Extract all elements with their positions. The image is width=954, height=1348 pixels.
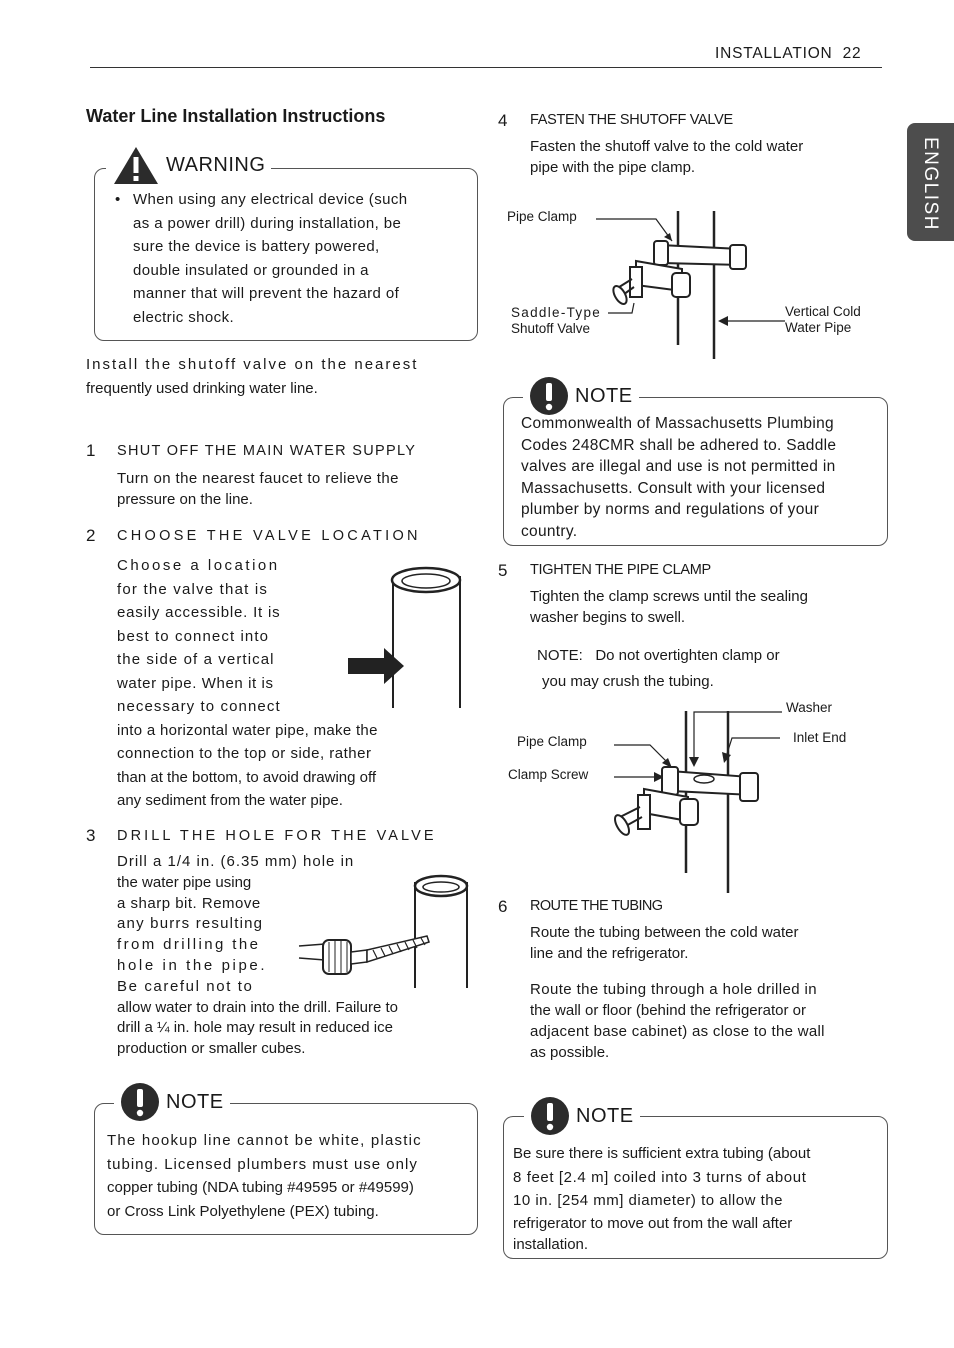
intro-text: Install the shutoff valve on the nearest frequently used drinking water line. [86,356,419,397]
fig5-inlet-end-label: Inlet End [793,730,847,745]
step-1-text: Turn on the nearest faucet to relieve the pressure on the line. [117,470,399,508]
header-rule [90,67,882,68]
step-2-number: 2 [86,526,96,545]
exclamation-icon [120,1082,160,1122]
note-massachusetts-label: NOTE [575,384,633,407]
page-number: 22 [842,45,862,62]
note-tubing-header [524,1096,640,1136]
fig5-pipe-clamp-label: Pipe Clamp [517,734,587,749]
note-tubing-label: NOTE [576,1104,634,1127]
section-name: INSTALLATION [715,45,833,62]
drill-pipe-illustration [295,870,475,1000]
fig4-vertical-pipe-label: Vertical Cold Water Pipe [785,304,861,335]
page-header [715,45,861,63]
step-5-text: Tighten the clamp screws until the sealing washer begins to swell. [530,588,808,626]
note-hookup-text: The hookup line cannot be white, plastic tubing. Licensed plumbers must use only copper tubing (NDA tubing #49595 or #49599) or Cross Link Polyethylene (PEX) tubing. [107,1132,422,1220]
step-6-number: 6 [498,897,508,916]
step-1-title: SHUT OFF THE MAIN WATER SUPPLY [117,443,417,459]
exclamation-icon [529,376,569,416]
step-2-title: CHOOSE THE VALVE LOCATION [117,528,421,544]
fig4-saddle-label: Saddle-Type Shutoff Valve [511,305,602,336]
step-3-number: 3 [86,826,96,845]
step-2-text: Choose a location for the valve that is easily accessible. It is best to connect into the side of a vertical water pipe. When it is necessary to connect into a horizontal water pipe, make the connection to the top or side, rather than at the bottom, to avoid drawing off any sediment from the water pipe. [117,557,378,809]
step-5-number: 5 [498,561,508,580]
step-5-note: NOTE: Do not overtighten clamp or you may crush the tubing. [537,647,780,690]
step-3-text: Drill a 1/4 in. (6.35 mm) hole in the water pipe using a sharp bit. Remove any burrs resulting from drilling the hole in the pipe. Be careful not to allow water to drain into the drill. Failure to drill a ¼ in. hole may result in reduced ice production or smaller cubes. [117,853,398,1058]
language-tab-label: ENGLISH [920,137,941,231]
language-tab [907,123,954,241]
warning-bullet: • [115,191,121,208]
exclamation-icon [530,1096,570,1136]
step-6-text-2: Route the tubing through a hole drilled in the wall or floor (behind the refrigerator or adjacent base cabinet) as close to the wall as possible. [530,981,825,1061]
step-5-title: TIGHTEN THE PIPE CLAMP [530,562,711,578]
warning-label: WARNING [166,153,266,176]
note-tubing-text: Be sure there is sufficient extra tubing (about 8 feet [2.4 m] coiled into 3 turns of about 10 in. [254 mm] diameter) to allow the refrigerator to move out from the wall after installation. [513,1145,811,1253]
note-massachusetts-header [523,376,639,416]
note-massachusetts-text: Commonwealth of Massachusetts Plumbing Codes 248CMR shall be adhered to. Saddle valves are illegal and use is not permitted in Massachusetts. Consult with your licensed plumber by norms and regulations of your country. [521,415,837,540]
note-hookup-label: NOTE [166,1090,224,1113]
step-3-title: DRILL THE HOLE FOR THE VALVE [117,828,437,844]
fig5-washer-label: Washer [786,700,833,715]
warning-triangle-icon [112,145,160,185]
step-1-number: 1 [86,441,96,460]
pipe-clamp-illustration [600,705,880,895]
step-4-title: FASTEN THE SHUTOFF VALVE [530,112,733,128]
shutoff-valve-illustration [590,205,890,365]
fig5-clamp-screw-label: Clamp Screw [508,767,589,782]
step-6-title: ROUTE THE TUBING [530,898,663,914]
warning-header [106,145,271,185]
page-title: Water Line Installation Instructions [86,106,386,126]
vertical-pipe-arrow-illustration [340,562,470,712]
step-4-number: 4 [498,111,508,130]
step-6-text: Route the tubing between the cold water line and the refrigerator. [530,924,799,962]
step-4-text: Fasten the shutoff valve to the cold water pipe with the pipe clamp. [530,138,804,176]
warning-text: When using any electrical device (such as a power drill) during installation, be sure the device is battery powered, double insulated or grounded in a manner that will prevent the hazard of electric shock. [133,191,408,326]
note-hookup-header [114,1082,230,1122]
fig4-pipe-clamp-label: Pipe Clamp [507,209,577,224]
